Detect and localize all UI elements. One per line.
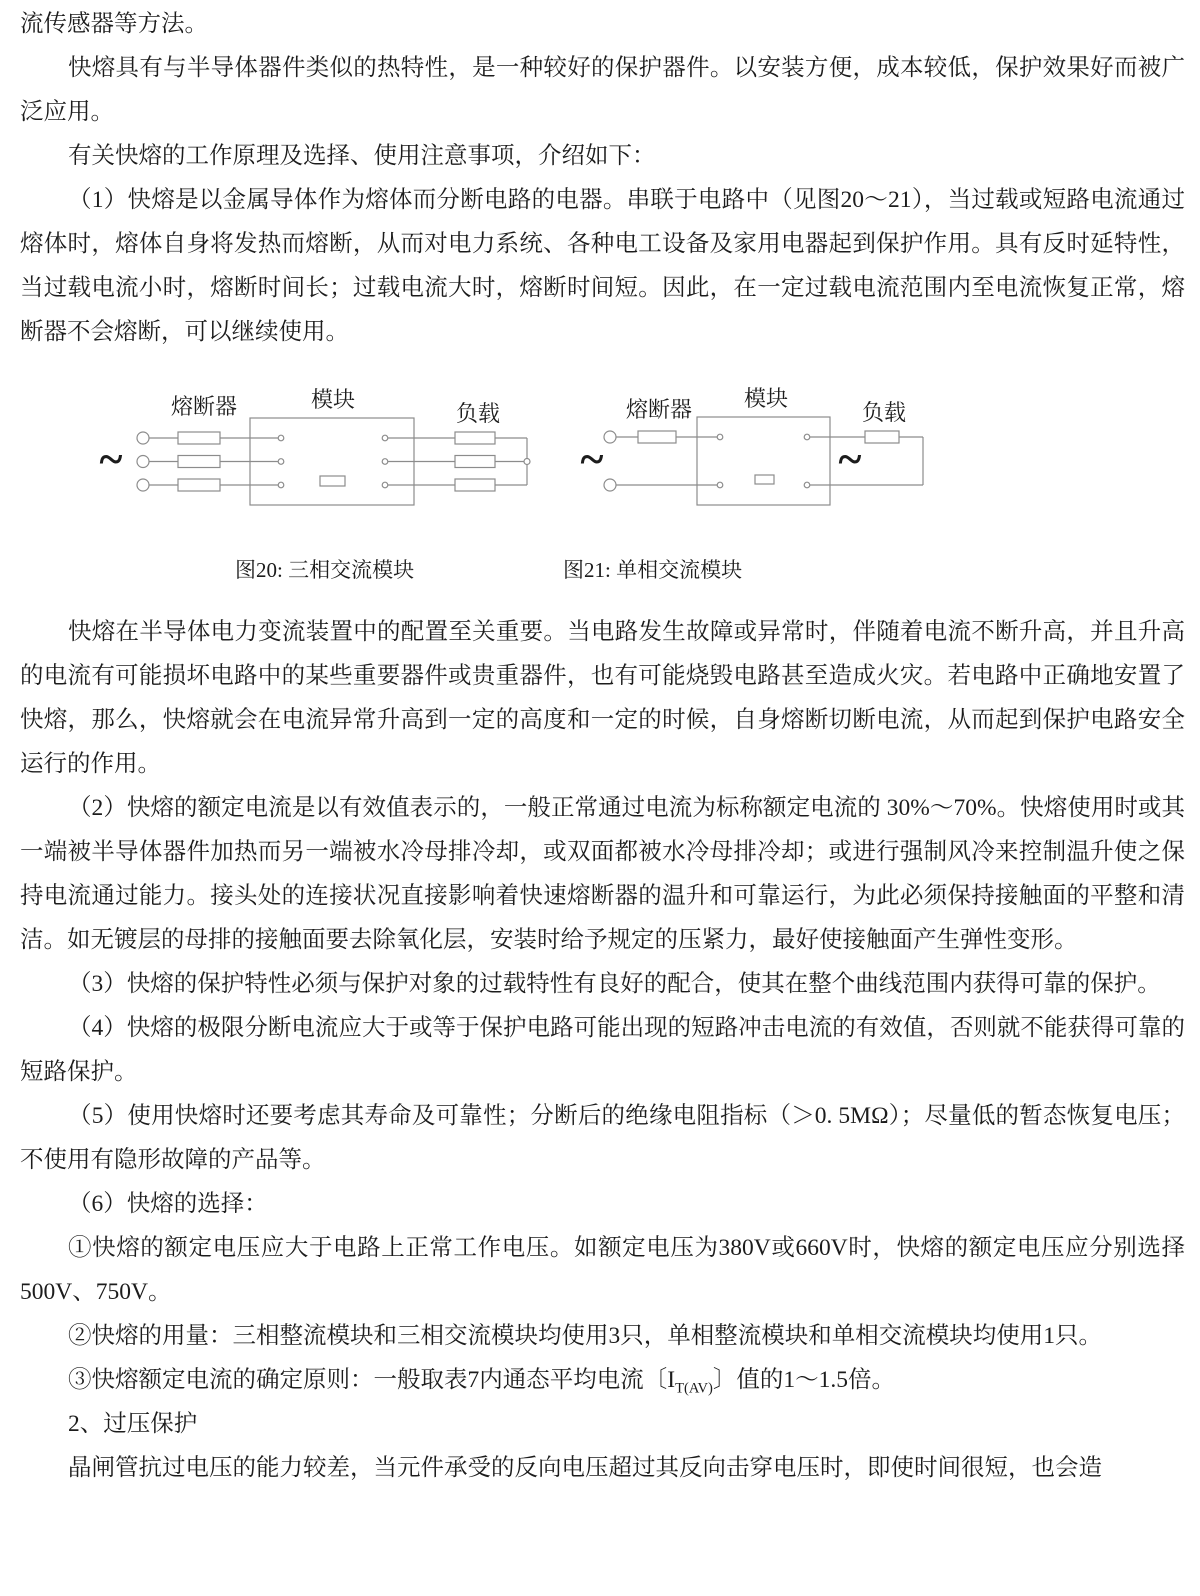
fuse-symbol [178,432,220,444]
load-label: 负载 [455,401,501,426]
paragraph-item-1: （1）快熔是以金属导体作为熔体而分断电路的电器。串联于电路中（见图20～21），当过载或短路电流通过熔体时，熔体自身将发热而熔断，从而对电力系统、各种电工设备及家用电器起到保护作用。具有反时延特性，当过载电流小时，熔断时间长；过载电流大时，熔断时间短。因此，在一定过载电流范围内至电流恢复正常，熔断器不会熔断，可以继续使用。 [20,187,1185,345]
fuse-symbol [638,431,676,443]
load-symbol [865,431,899,443]
node [278,435,284,441]
paragraph-item-4: （4）快熔的极限分断电流应大于或等于保护电路可能出现的短路冲击电流的有效值，否则就不能获得可靠的短路保护。 [20,1015,1185,1085]
node [717,482,723,488]
node [382,482,388,488]
module-label: 模块 [743,386,789,411]
fuse-symbol [178,479,220,491]
section-heading-overvoltage: 2、过压保护 [68,1411,198,1437]
ac-output-symbol: ~ [838,435,862,484]
paragraph-fuse-importance: 快熔在半导体电力变流装置中的配置至关重要。当电路发生故障或异常时，伴随着电流不断升高，并且升高的电流有可能损坏电路中的某些重要器件或贵重器件，也有可能烧毁电路甚至造成火灾。若电路中正确地安置了快熔，那么，快熔就会在电流异常升高到一定的高度和一定的时候，自身熔断切断电流，从而起到保护电路安全运行的作用。 [20,619,1185,777]
paragraph-subitem-2: ②快熔的用量：三相整流模块和三相交流模块均使用3只，单相整流模块和单相交流模块均使用1只。 [68,1323,1102,1349]
subitem-3-text: ③快熔额定电流的确定原则：一般取表7内通态平均电流〔I [68,1367,676,1393]
terminal [137,479,149,491]
node [382,435,388,441]
paragraph-intro-list: 有关快熔的工作原理及选择、使用注意事项，介绍如下： [68,143,656,169]
terminal [604,431,616,443]
circuit-diagrams [0,362,1200,552]
node [278,459,284,465]
node [382,459,388,465]
paragraph-subitem-1: ①快熔的额定电压应大于电路上正常工作电压。如额定电压为380V或660V时，快熔的额定电压应分别选择500V、750V。 [20,1235,1185,1305]
paragraph-thyristor: 晶闸管抗过电压的能力较差，当元件承受的反向电压超过其反向击穿电压时，即使时间很短，也会造 [68,1455,1102,1481]
three-phase-circuit-diagram [137,418,530,505]
module-inner-component [755,475,774,484]
load-symbol [455,432,495,444]
figure21-caption: 图21: 单相交流模块 [563,558,743,582]
figure-area [0,354,1200,610]
load-label: 负载 [861,400,907,425]
module-inner-component [320,476,345,486]
ac-source-symbol: ~ [580,435,604,484]
figure20-caption: 图20: 三相交流模块 [235,558,415,582]
fuse-label: 熔断器 [170,394,238,419]
terminal [137,432,149,444]
load-symbol [455,479,495,491]
module-box [697,417,830,505]
paragraph-item-5: （5）使用快熔时还要考虑其寿命及可靠性；分断后的绝缘电阻指标（＞0. 5MΩ）；尽量低的暂态恢复电压；不使用有隐形故障的产品等。 [20,1103,1185,1173]
single-phase-circuit-diagram [604,417,923,505]
current-subscript: T(AV) [675,1380,713,1397]
module-label: 模块 [310,387,356,412]
paragraph-subitem-3 [20,1358,1185,1402]
node [804,482,810,488]
paragraph-item-3: （3）快熔的保护特性必须与保护对象的过载特性有良好的配合，使其在整个曲线范围内获得可靠的保护。 [68,971,1161,997]
fuse-label: 熔断器 [625,397,693,422]
terminal [604,479,616,491]
paragraph-continuation: 流传感器等方法。 [20,11,208,37]
node [804,434,810,440]
load-symbol [455,456,495,468]
ac-source-symbol: ~ [99,435,123,484]
node [717,434,723,440]
paragraph-item-2: （2）快熔的额定电流是以有效值表示的，一般正常通过电流为标称额定电流的 30%～70%。快熔使用时或其一端被半导体器件加热而另一端被水冷母排冷却，或双面都被水冷母排冷却；或进行强制风冷来控制温升使之保持电流通过能力。接头处的连接状况直接影响着快速熔断器的温升和可靠运行，为此必须保持接触面的平整和清洁。如无镀层的母排的接触面要去除氧化层，安装时给予规定的压紧力，最好使接触面产生弹性变形。 [20,795,1185,953]
node [524,459,530,465]
node [278,482,284,488]
terminal [137,456,149,468]
subitem-3-text-end: 〕值的1～1.5倍。 [712,1367,895,1393]
paragraph-fuse-intro: 快熔具有与半导体器件类似的热特性，是一种较好的保护器件。以安装方便，成本较低，保护效果好而被广泛应用。 [20,55,1185,125]
fuse-symbol [178,456,220,468]
paragraph-item-6: （6）快熔的选择： [68,1191,268,1217]
